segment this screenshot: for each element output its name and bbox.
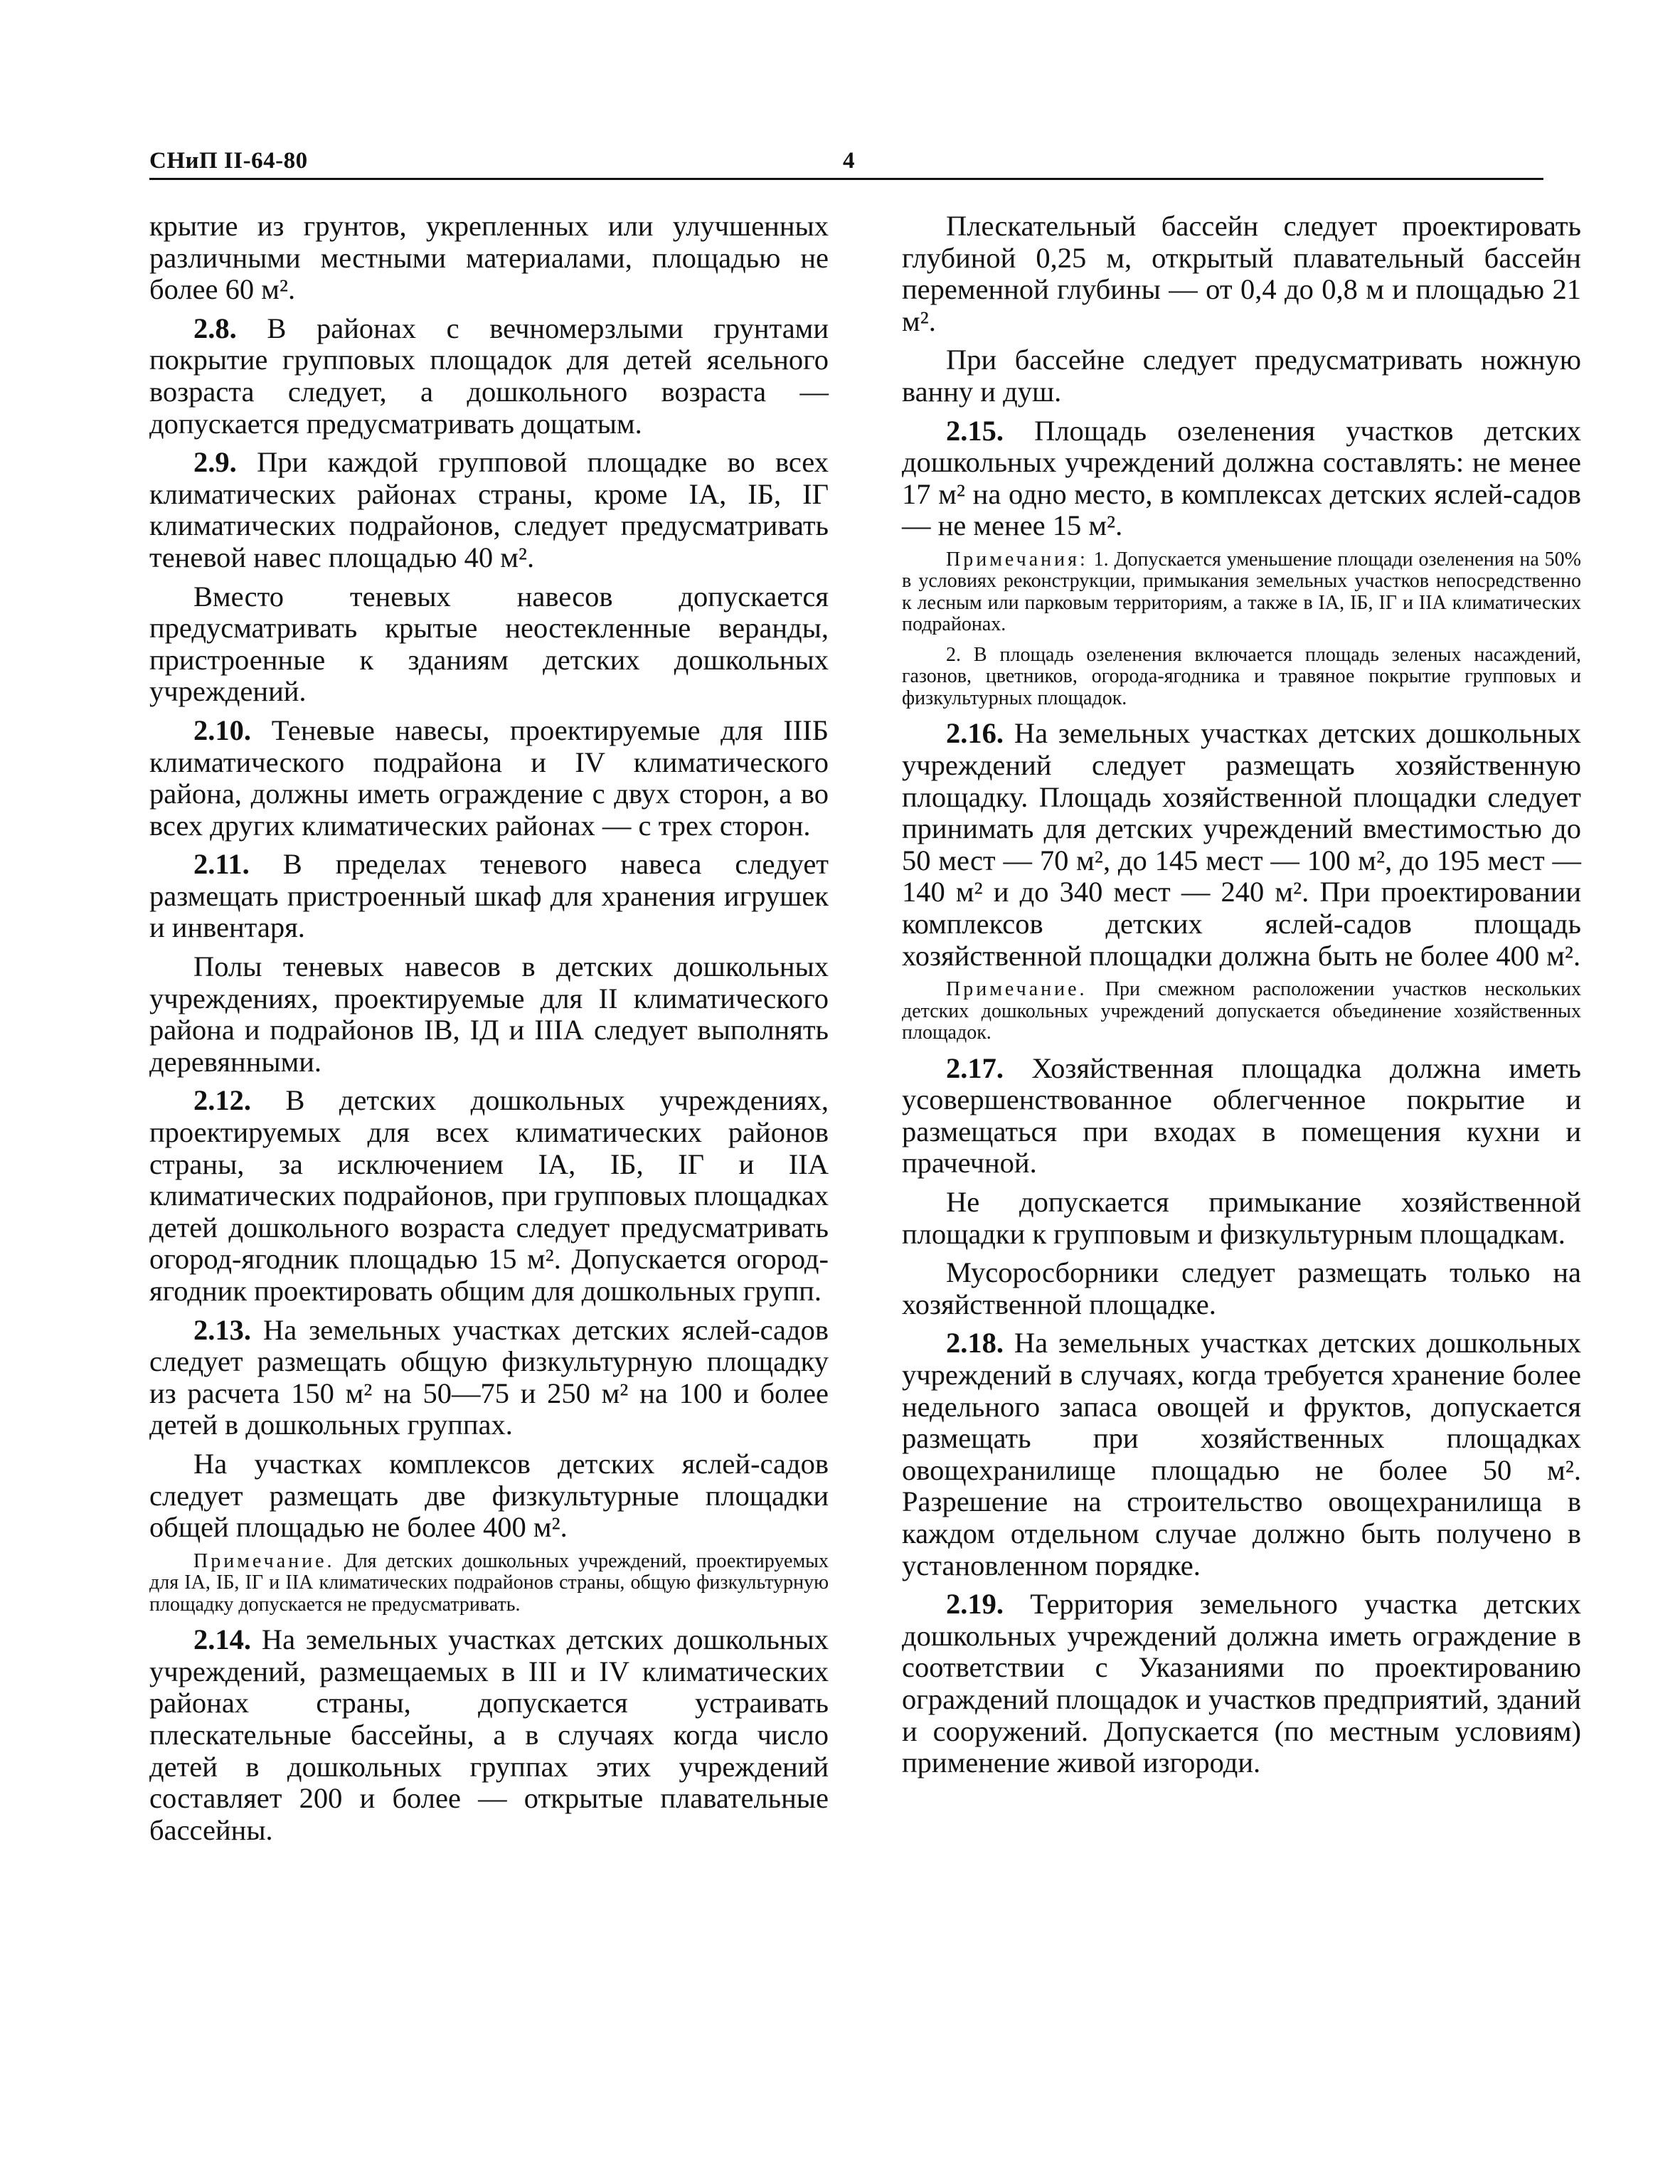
clause-number: 2.12. xyxy=(193,1084,251,1117)
clause-number: 2.10. xyxy=(193,714,251,746)
note-label: Примечание. xyxy=(193,1549,335,1572)
clause-2-11: 2.11. В пределах теневого навеса следует размещать пристроенный шкаф для хранения игрушек и инвентаря. xyxy=(149,848,829,944)
note-item: 2. В площадь озеленения включается площадь зеленых насаждений, газонов, цветников, огорода-ягодника и травяное покрытие групповых и физкультурных площадок. xyxy=(902,643,1581,709)
clause-number: 2.19. xyxy=(946,1588,1004,1621)
paragraph: крытие из грунтов, укрепленных или улучшенных различными местными материалами, площадью не более 60 м². xyxy=(149,210,829,306)
paragraph: Не допускается примыкание хозяйственной площадки к групповым и физкультурным площадкам. xyxy=(902,1186,1581,1250)
paragraph: При бассейне следует предусматривать ножную ванну и душ. xyxy=(902,344,1581,408)
clause-2-19: 2.19. Территория земельного участка детских дошкольных учреждений должна иметь ограждение в соответствии с Указаниями по проектированию ограждений площадок и участков предприятий, зданий и сооружений. Допускается (по местным условиям) применение живой изгороди. xyxy=(902,1588,1581,1779)
paragraph: Вместо теневых навесов допускается предусматривать крытые неостекленные веранды, пристроенные к зданиям детских дошкольных учреждений. xyxy=(149,580,829,708)
clause-2-10: 2.10. Теневые навесы, проектируемые для IIIБ климатического подрайона и IV климатического района, должны иметь ограждение с двух сторон, а во всех других климатических районах — с трех сторон. xyxy=(149,714,829,842)
note: Примечание. При смежном расположении участков нескольких детских дошкольных учреждений допускается объединение хозяйственных площадок. xyxy=(902,978,1581,1044)
header-rule xyxy=(149,178,1543,180)
clause-number: 2.9. xyxy=(193,446,237,479)
clause-number: 2.16. xyxy=(946,717,1004,750)
clause-2-18: 2.18. На земельных участках детских дошкольных учреждений в случаях, когда требуется хранение более недельного запаса овощей и фруктов, допускается размещать при хозяйственных площадках овощехранилище площадью не более 50 м². Разрешение на строительство овощехранилища в каждом отдельном случае должно быть получено в установленном порядке. xyxy=(902,1327,1581,1581)
clause-2-12: 2.12. В детских дошкольных учреждениях, проектируемых для всех климатических районов страны, за исключением IА, IБ, IГ и IIА климатических подрайонов, при групповых площадках детей дошкольного возраста следует предусматривать огород-ягодник площадью 15 м². Допускается огород-ягодник проектировать общим для дошкольных групп. xyxy=(149,1084,829,1307)
clause-number: 2.15. xyxy=(946,414,1004,447)
right-column xyxy=(902,211,1581,1786)
paragraph: Плескательный бассейн следует проектировать глубиной 0,25 м, открытый плавательный бассейн переменной глубины — от 0,4 до 0,8 м и площадью 21 м². xyxy=(902,210,1581,337)
paragraph: На участках комплексов детских яслей-садов следует размещать две физкультурные площадки общей площадью не более 400 м². xyxy=(149,1447,829,1544)
page-header xyxy=(149,148,1543,182)
clause-number: 2.14. xyxy=(193,1623,251,1656)
clause-number: 2.13. xyxy=(193,1313,251,1346)
paragraph: Полы теневых навесов в детских дошкольных учреждениях, проектируемые для II климатического района и подрайонов IВ, IД и IIIА следует выполнять деревянными. xyxy=(149,950,829,1078)
note-label: Примечание. xyxy=(946,978,1088,1001)
clause-number: 2.11. xyxy=(193,848,250,881)
clause-2-8: 2.8. В районах с вечномерзлыми грунтами покрытие групповых площадок для детей ясельного возраста следует, а дошкольного возраста — допускается предусматривать дощатым. xyxy=(149,312,829,440)
page-number: 4 xyxy=(843,148,855,174)
clause-2-15: 2.15. Площадь озеленения участков детских дошкольных учреждений должна составлять: не менее 17 м² на одно место, в комплексах детских яслей-садов — не менее 15 м². xyxy=(902,414,1581,542)
clause-2-13: 2.13. На земельных участках детских яслей-садов следует размещать общую физкультурную площадку из расчета 150 м² на 50—75 и 250 м² на 100 и более детей в дошкольных группах. xyxy=(149,1313,829,1441)
note-label: Примечания: xyxy=(946,548,1088,571)
clause-number: 2.17. xyxy=(946,1051,1004,1084)
note: Примечания: 1. Допускается уменьшение площади озеленения на 50% в условиях реконструкции, примыкания земельных участков непосредственно к лесным или парковым территориям, а также в IА, IБ, IГ и IIА климатических подрайонах. xyxy=(902,548,1581,636)
clause-2-17: 2.17. Хозяйственная площадка должна иметь усовершенствованное облегченное покрытие и размещаться при входах в помещения кухни и прачечной. xyxy=(902,1051,1581,1180)
paragraph: Мусоросборники следует размещать только на хозяйственной площадке. xyxy=(902,1256,1581,1320)
left-column xyxy=(149,211,829,1853)
clause-2-16: 2.16. На земельных участках детских дошкольных учреждений следует размещать хозяйственную площадку. Площадь хозяйственной площадки следует принимать для детских учреждений вместимостью до 50 мест — 70 м², до 145 мест — 100 м², до 195 мест — 140 м² и до 340 мест — 240 м². При проектировании комплексов детских яслей-садов площадь хозяйственной площадки должна быть не более 400 м². xyxy=(902,717,1581,972)
clause-2-14: 2.14. На земельных участках детских дошкольных учреждений, размещаемых в III и IV климатических районах страны, допускается устраивать плескательные бассейны, а в случаях когда число детей в дошкольных группах этих учреждений составляет 200 и более — открытые плавательные бассейны. xyxy=(149,1623,829,1846)
clause-number: 2.18. xyxy=(946,1327,1004,1359)
clause-number: 2.8. xyxy=(193,312,237,344)
clause-2-9: 2.9. При каждой групповой площадке во всех климатических районах страны, кроме IА, IБ, IГ климатических подрайонов, следует предусматривать теневой навес площадью 40 м². xyxy=(149,446,829,573)
note: Примечание. Для детских дошкольных учреждений, проектируемых для IА, IБ, IГ и IIА климатических подрайонов страны, общую физкультурную площадку допускается не предусматривать. xyxy=(149,1549,829,1616)
document-code: СНиП II-64-80 xyxy=(149,148,308,174)
